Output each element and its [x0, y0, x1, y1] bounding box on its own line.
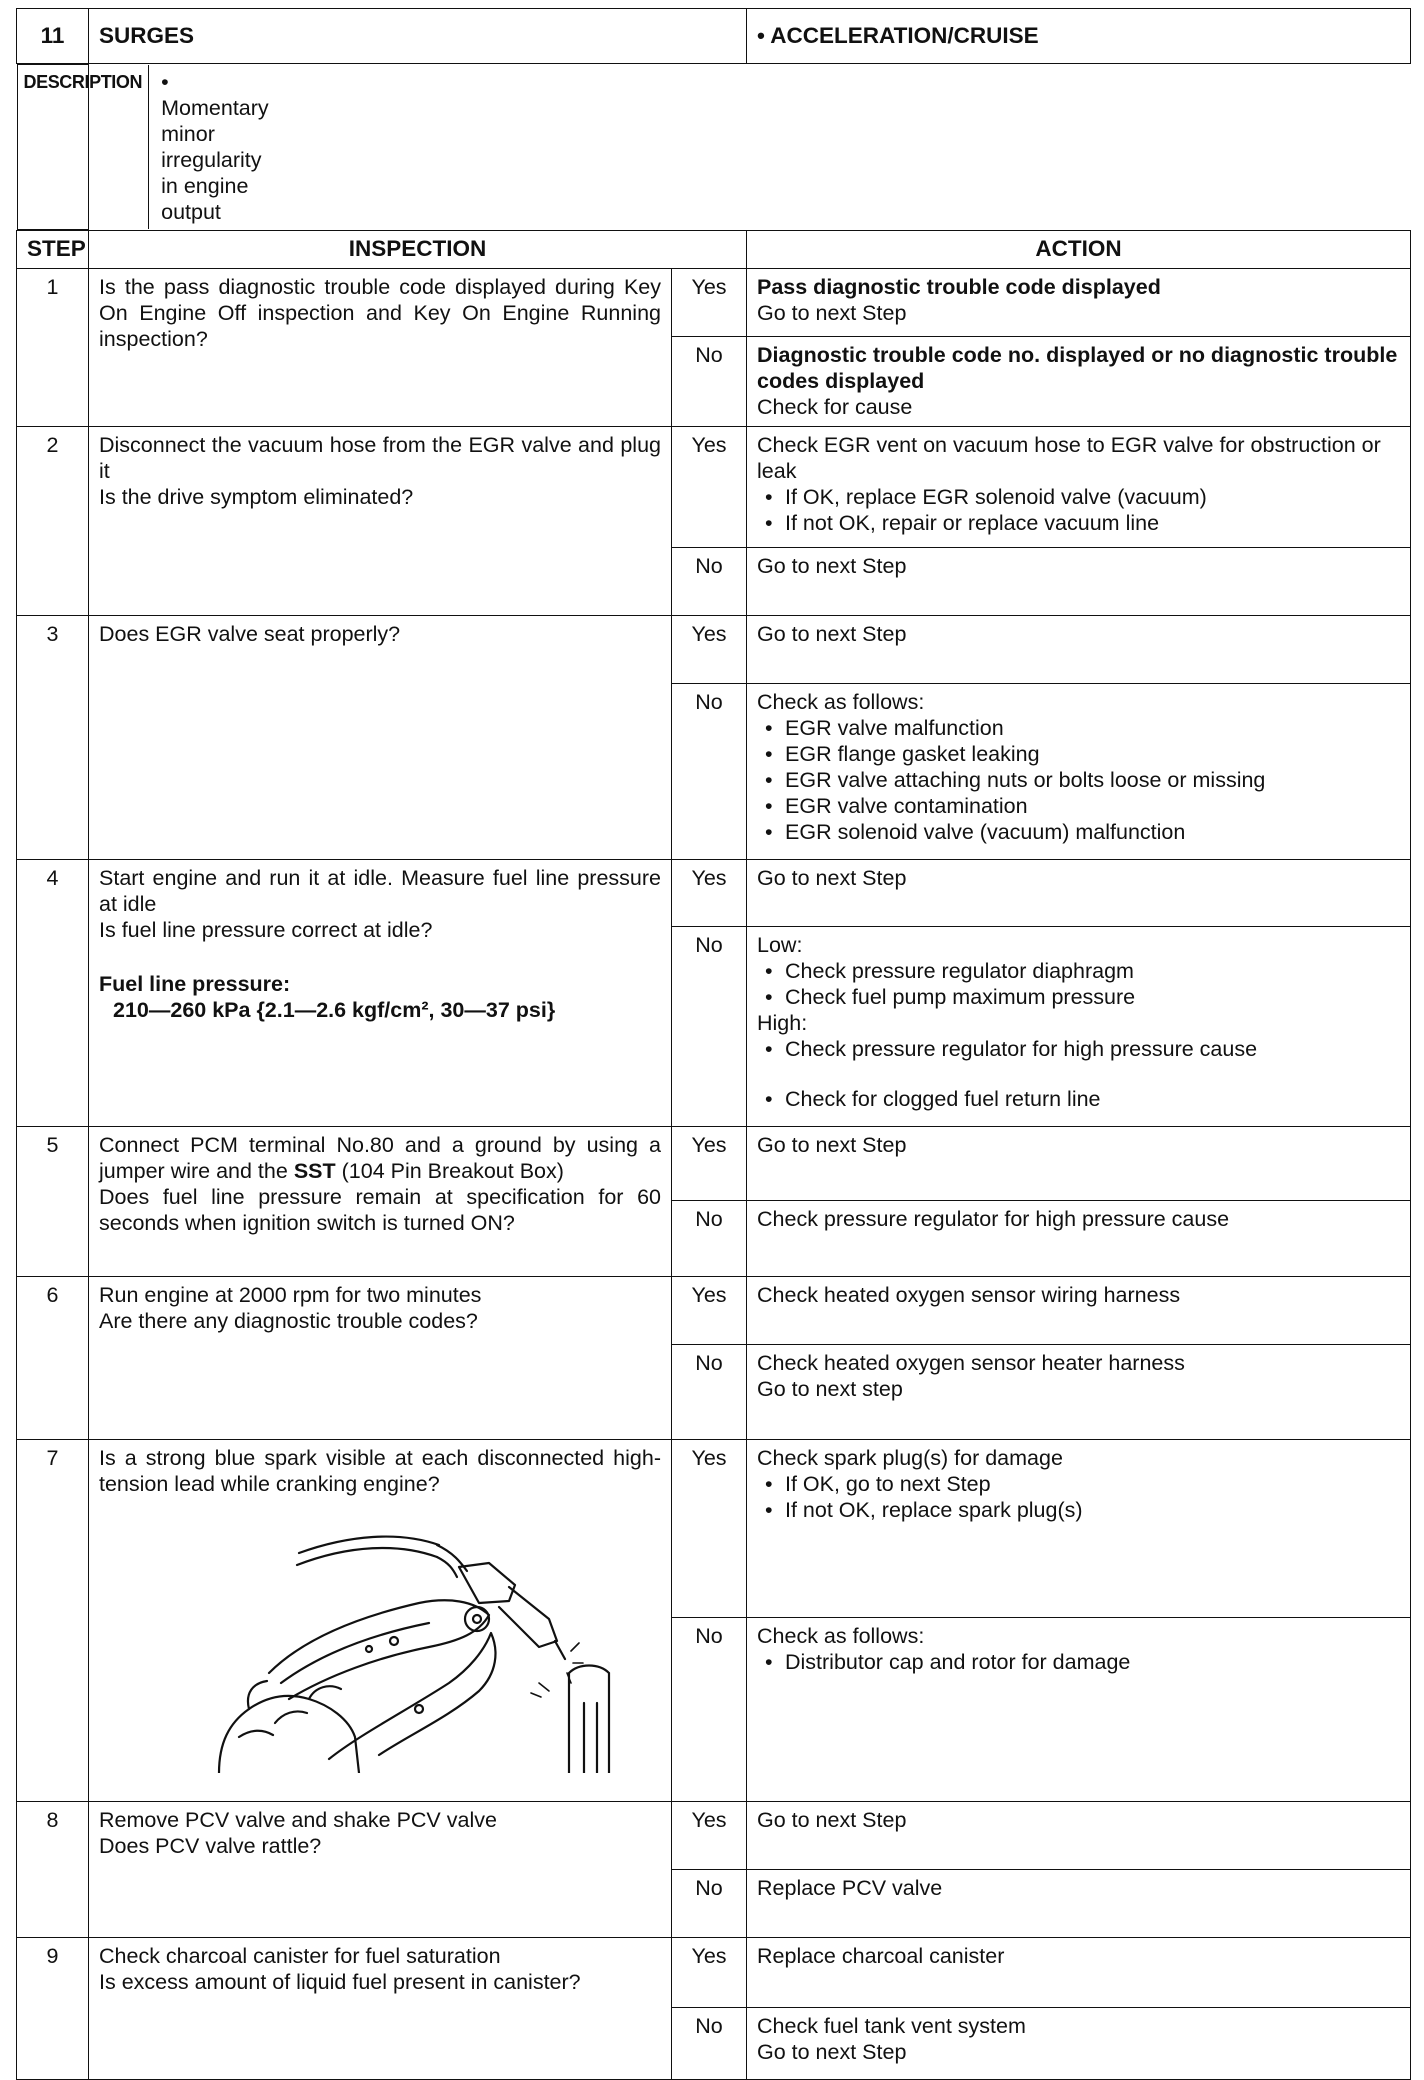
no-action: Replace PCV valve — [747, 1870, 1411, 1938]
yes-label: Yes — [672, 1440, 747, 1618]
no-action: Low: • Check pressure regulator diaphragm • Check fuel pump maximum pressure High: • Check pressure regulator for high pressure cause • Check for clogged fuel return line — [747, 927, 1411, 1127]
description-row — [17, 64, 269, 230]
step-number: 1 — [17, 269, 89, 427]
no-label: No — [672, 1201, 747, 1277]
step-number: 2 — [17, 427, 89, 616]
step-inspection: Run engine at 2000 rpm for two minutes Are there any diagnostic trouble codes? — [89, 1277, 672, 1440]
step-number: 5 — [17, 1127, 89, 1277]
troubleshooting-table — [16, 8, 1411, 2080]
step-row — [17, 1127, 1411, 1201]
step-number: 9 — [17, 1938, 89, 2080]
yes-action: Go to next Step — [747, 616, 1411, 684]
yes-action: Check EGR vent on vacuum hose to EGR valve for obstruction or leak • If OK, replace EGR solenoid valve (vacuum) • If not OK, repair or replace vacuum line — [747, 427, 1411, 548]
description-text: • Momentary minor irregularity in engine output — [161, 70, 269, 224]
yes-action: Check heated oxygen sensor wiring harness — [747, 1277, 1411, 1345]
step-inspection: Disconnect the vacuum hose from the EGR valve and plug it Is the drive symptom eliminated? — [89, 427, 672, 616]
yes-label: Yes — [672, 1938, 747, 2008]
step-row — [17, 1938, 1411, 2008]
step-inspection: Is the pass diagnostic trouble code displayed during Key On Engine Off inspection and Key On Engine Running inspection? — [89, 269, 672, 427]
symptom-title: SURGES — [89, 9, 747, 64]
step-row — [17, 860, 1411, 927]
step-number: 8 — [17, 1802, 89, 1938]
yes-action: Replace charcoal canister — [747, 1938, 1411, 2008]
yes-action: Go to next Step — [747, 1802, 1411, 1870]
yes-label: Yes — [672, 1127, 747, 1201]
column-header-action: ACTION — [747, 231, 1411, 269]
spark-test-illustration — [179, 1523, 659, 1773]
no-action: Diagnostic trouble code no. displayed or no diagnostic trouble codes displayed Check for cause — [747, 337, 1411, 427]
no-action: Check as follows: • EGR valve malfunction • EGR flange gasket leaking • EGR valve attaching nuts or bolts loose or missing • EGR valve contamination • EGR solenoid valve (vacuum) malfunction — [747, 684, 1411, 860]
step-number: 3 — [17, 616, 89, 860]
step-row — [17, 427, 1411, 548]
yes-label: Yes — [672, 269, 747, 337]
step-inspection: Is a strong blue spark visible at each disconnected high-tension lead while cranking engine? — [89, 1440, 672, 1802]
yes-label: Yes — [672, 1277, 747, 1345]
no-label: No — [672, 548, 747, 616]
step-row — [17, 1802, 1411, 1870]
step-inspection: Does EGR valve seat properly? — [89, 616, 672, 860]
no-label: No — [672, 1345, 747, 1440]
no-label: No — [672, 337, 747, 427]
step-inspection: Start engine and run it at idle. Measure fuel line pressure at idle Is fuel line pressure correct at idle? Fuel line pressure: 210—260 kPa {2.1—2.6 kgf/cm², 30—37 psi} — [89, 860, 672, 1127]
step-row — [17, 269, 1411, 337]
yes-action: Go to next Step — [747, 1127, 1411, 1201]
step-inspection: Remove PCV valve and shake PCV valve Does PCV valve rattle? — [89, 1802, 672, 1938]
yes-action: Check spark plug(s) for damage • If OK, go to next Step • If not OK, replace spark plug(s) — [747, 1440, 1411, 1618]
fuel-pressure-spec: Fuel line pressure: 210—260 kPa {2.1—2.6 kgf/cm², 30—37 psi} — [99, 972, 556, 1022]
no-action: Check heated oxygen sensor heater harness Go to next step — [747, 1345, 1411, 1440]
step-number: 7 — [17, 1440, 89, 1802]
yes-action: Pass diagnostic trouble code displayed Go to next Step — [747, 269, 1411, 337]
no-label: No — [672, 927, 747, 1127]
symptom-number: 11 — [17, 9, 89, 64]
step-number: 6 — [17, 1277, 89, 1440]
yes-label: Yes — [672, 616, 747, 684]
no-action: Check fuel tank vent system Go to next Step — [747, 2008, 1411, 2080]
column-header-inspection: INSPECTION — [89, 231, 747, 269]
no-label: No — [672, 684, 747, 860]
no-action: Check as follows: • Distributor cap and rotor for damage — [747, 1618, 1411, 1802]
column-header-step: STEP — [17, 231, 89, 269]
step-row — [17, 1440, 1411, 1618]
yes-label: Yes — [672, 427, 747, 548]
step-number: 4 — [17, 860, 89, 1127]
no-action: Go to next Step — [747, 548, 1411, 616]
step-row — [17, 1277, 1411, 1345]
yes-action: Go to next Step — [747, 860, 1411, 927]
yes-label: Yes — [672, 860, 747, 927]
no-action: Check pressure regulator for high pressure cause — [747, 1201, 1411, 1277]
step-inspection: Connect PCM terminal No.80 and a ground by using a jumper wire and the SST (104 Pin Breakout Box) Does fuel line pressure remain at specification for 60 seconds when ignition switch is turned ON? — [89, 1127, 672, 1277]
step-row — [17, 616, 1411, 684]
no-label: No — [672, 2008, 747, 2080]
no-label: No — [672, 1618, 747, 1802]
no-label: No — [672, 1870, 747, 1938]
yes-label: Yes — [672, 1802, 747, 1870]
description-label: DESCRIPTION — [18, 65, 150, 229]
driving-condition: • ACCELERATION/CRUISE — [747, 9, 1411, 64]
step-inspection: Check charcoal canister for fuel saturation Is excess amount of liquid fuel present in canister? — [89, 1938, 672, 2080]
